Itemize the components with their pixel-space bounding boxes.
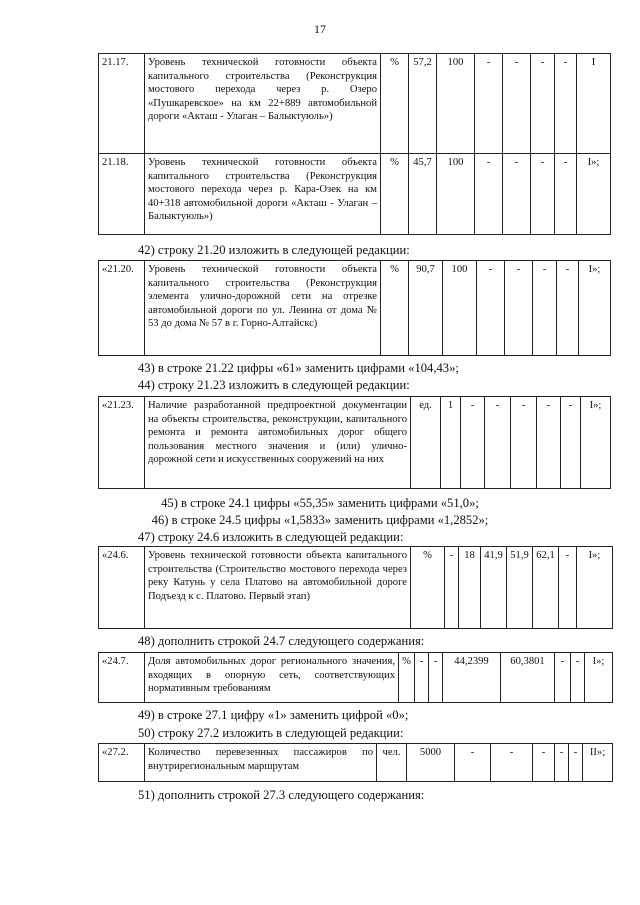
row-number: «21.20. bbox=[99, 261, 145, 356]
row-value: - bbox=[569, 744, 583, 782]
row-number: «24.7. bbox=[99, 653, 145, 703]
row-value: 100 bbox=[443, 261, 477, 356]
indicator-table-27-2 bbox=[98, 743, 613, 782]
row-value: 57,2 bbox=[409, 54, 437, 154]
table-row bbox=[99, 547, 613, 629]
row-value: - bbox=[503, 154, 531, 235]
row-description: Наличие разработанной предпроектной документации на объекты строительства, реконструкции, капитального ремонта и ремонта автомобильных дорог общего пользования местного значения и (или) улично-дорожной сети и искусственных сооружений на них bbox=[145, 397, 411, 489]
row-value: - bbox=[537, 397, 561, 489]
row-category: I»; bbox=[585, 653, 613, 703]
row-value: - bbox=[477, 261, 505, 356]
row-unit: % bbox=[399, 653, 415, 703]
row-description: Уровень технической готовности объекта капитального строительства (Реконструкция мостового перехода через р. Кара-Озек на км 40+318 автомобильной дороги «Акташ - Улаган – Балыктуюль») bbox=[145, 154, 381, 235]
row-number: «24.6. bbox=[99, 547, 145, 629]
row-category: I»; bbox=[577, 547, 613, 629]
row-value: 44,2399 bbox=[443, 653, 501, 703]
table-row bbox=[99, 653, 613, 703]
row-number: «21.23. bbox=[99, 397, 145, 489]
row-value: - bbox=[571, 653, 585, 703]
indicator-table-21-23 bbox=[98, 396, 611, 489]
row-value: 62,1 bbox=[533, 547, 559, 629]
row-number: 21.17. bbox=[99, 54, 145, 154]
paragraph-47: 47) строку 24.6 изложить в следующей редакции: bbox=[138, 530, 404, 544]
row-unit: % bbox=[381, 261, 409, 356]
table-row bbox=[99, 744, 613, 782]
row-value: - bbox=[555, 54, 577, 154]
paragraph-51: 51) дополнить строкой 27.3 следующего содержания: bbox=[138, 788, 425, 802]
row-unit: чел. bbox=[377, 744, 407, 782]
row-description: Уровень технической готовности объекта капитального строительства (Строительство мостового перехода через реку Катунь у села Платово на автомобильной дороге Подъезд к с. Платово. Первый этап) bbox=[145, 547, 411, 629]
row-value: 45,7 bbox=[409, 154, 437, 235]
row-value: - bbox=[533, 261, 557, 356]
row-value: - bbox=[555, 744, 569, 782]
row-value: - bbox=[429, 653, 443, 703]
row-unit: % bbox=[381, 154, 409, 235]
row-unit: % bbox=[411, 547, 445, 629]
indicator-table-24-7 bbox=[98, 652, 613, 703]
row-value: 90,7 bbox=[409, 261, 443, 356]
paragraph-50: 50) строку 27.2 изложить в следующей редакции: bbox=[138, 726, 404, 740]
row-value: - bbox=[485, 397, 511, 489]
indicator-table-21-20 bbox=[98, 260, 611, 356]
row-number: 21.18. bbox=[99, 154, 145, 235]
paragraph-46: 46) в строке 24.5 цифры «1,5833» заменить цифрами «1,2852»; bbox=[151, 513, 489, 527]
row-unit: ед. bbox=[411, 397, 441, 489]
paragraph-45: 45) в строке 24.1 цифры «55,35» заменить цифрами «51,0»; bbox=[161, 496, 479, 510]
row-value: - bbox=[555, 653, 571, 703]
row-value: - bbox=[461, 397, 485, 489]
row-value: - bbox=[503, 54, 531, 154]
row-value: - bbox=[445, 547, 459, 629]
row-value: 100 bbox=[437, 154, 475, 235]
row-value: - bbox=[455, 744, 491, 782]
paragraph-49: 49) в строке 27.1 цифру «1» заменить цифрой «0»; bbox=[138, 708, 409, 722]
row-category: I»; bbox=[579, 261, 611, 356]
row-value: - bbox=[531, 54, 555, 154]
indicator-table-24-6 bbox=[98, 546, 613, 629]
row-value: 41,9 bbox=[481, 547, 507, 629]
row-value: - bbox=[511, 397, 537, 489]
row-description: Уровень технической готовности объекта капитального строительства (Реконструкция элемента улично-дорожной сети на отрезке автомобильной дороги по ул. Ленина от дома № 53 до дома № 57 в г. Горно-Алтайскс) bbox=[145, 261, 381, 356]
row-unit: % bbox=[381, 54, 409, 154]
table-row bbox=[99, 397, 611, 489]
paragraph-42: 42) строку 21.20 изложить в следующей редакции: bbox=[138, 243, 410, 257]
row-value: - bbox=[561, 397, 581, 489]
row-value: - bbox=[559, 547, 577, 629]
row-category: I bbox=[577, 54, 611, 154]
row-value: - bbox=[533, 744, 555, 782]
row-number: «27.2. bbox=[99, 744, 145, 782]
row-description: Количество перевезенных пассажиров по внутрирегиональным маршрутам bbox=[145, 744, 377, 782]
row-value: 51,9 bbox=[507, 547, 533, 629]
page-number: 17 bbox=[314, 22, 326, 36]
row-description: Доля автомобильных дорог регионального значения, входящих в опорную сеть, соответствующих нормативным требованиям bbox=[145, 653, 399, 703]
table-row bbox=[99, 54, 611, 154]
row-value: - bbox=[531, 154, 555, 235]
table-row bbox=[99, 261, 611, 356]
row-value: 1 bbox=[441, 397, 461, 489]
row-value: - bbox=[415, 653, 429, 703]
row-value: 60,3801 bbox=[501, 653, 555, 703]
row-value: - bbox=[555, 154, 577, 235]
paragraph-48: 48) дополнить строкой 24.7 следующего содержания: bbox=[138, 634, 425, 648]
row-value: - bbox=[505, 261, 533, 356]
row-category: I»; bbox=[581, 397, 611, 489]
paragraph-44: 44) строку 21.23 изложить в следующей редакции: bbox=[138, 378, 410, 392]
row-value: - bbox=[475, 54, 503, 154]
table-row bbox=[99, 154, 611, 235]
row-value: - bbox=[491, 744, 533, 782]
indicator-table-21-17-21-18 bbox=[98, 53, 611, 235]
row-value: 100 bbox=[437, 54, 475, 154]
row-category: I»; bbox=[577, 154, 611, 235]
row-description: Уровень технической готовности объекта капитального строительства (Реконструкция мостового перехода через р. Озеро «Пушкаревское» на км 22+889 автомобильной дороги «Акташ - Улаган – Балыктуюль») bbox=[145, 54, 381, 154]
row-value: 18 bbox=[459, 547, 481, 629]
row-value: 5000 bbox=[407, 744, 455, 782]
row-category: II»; bbox=[583, 744, 613, 782]
row-value: - bbox=[557, 261, 579, 356]
paragraph-43: 43) в строке 21.22 цифры «61» заменить цифрами «104,43»; bbox=[138, 361, 459, 375]
row-value: - bbox=[475, 154, 503, 235]
